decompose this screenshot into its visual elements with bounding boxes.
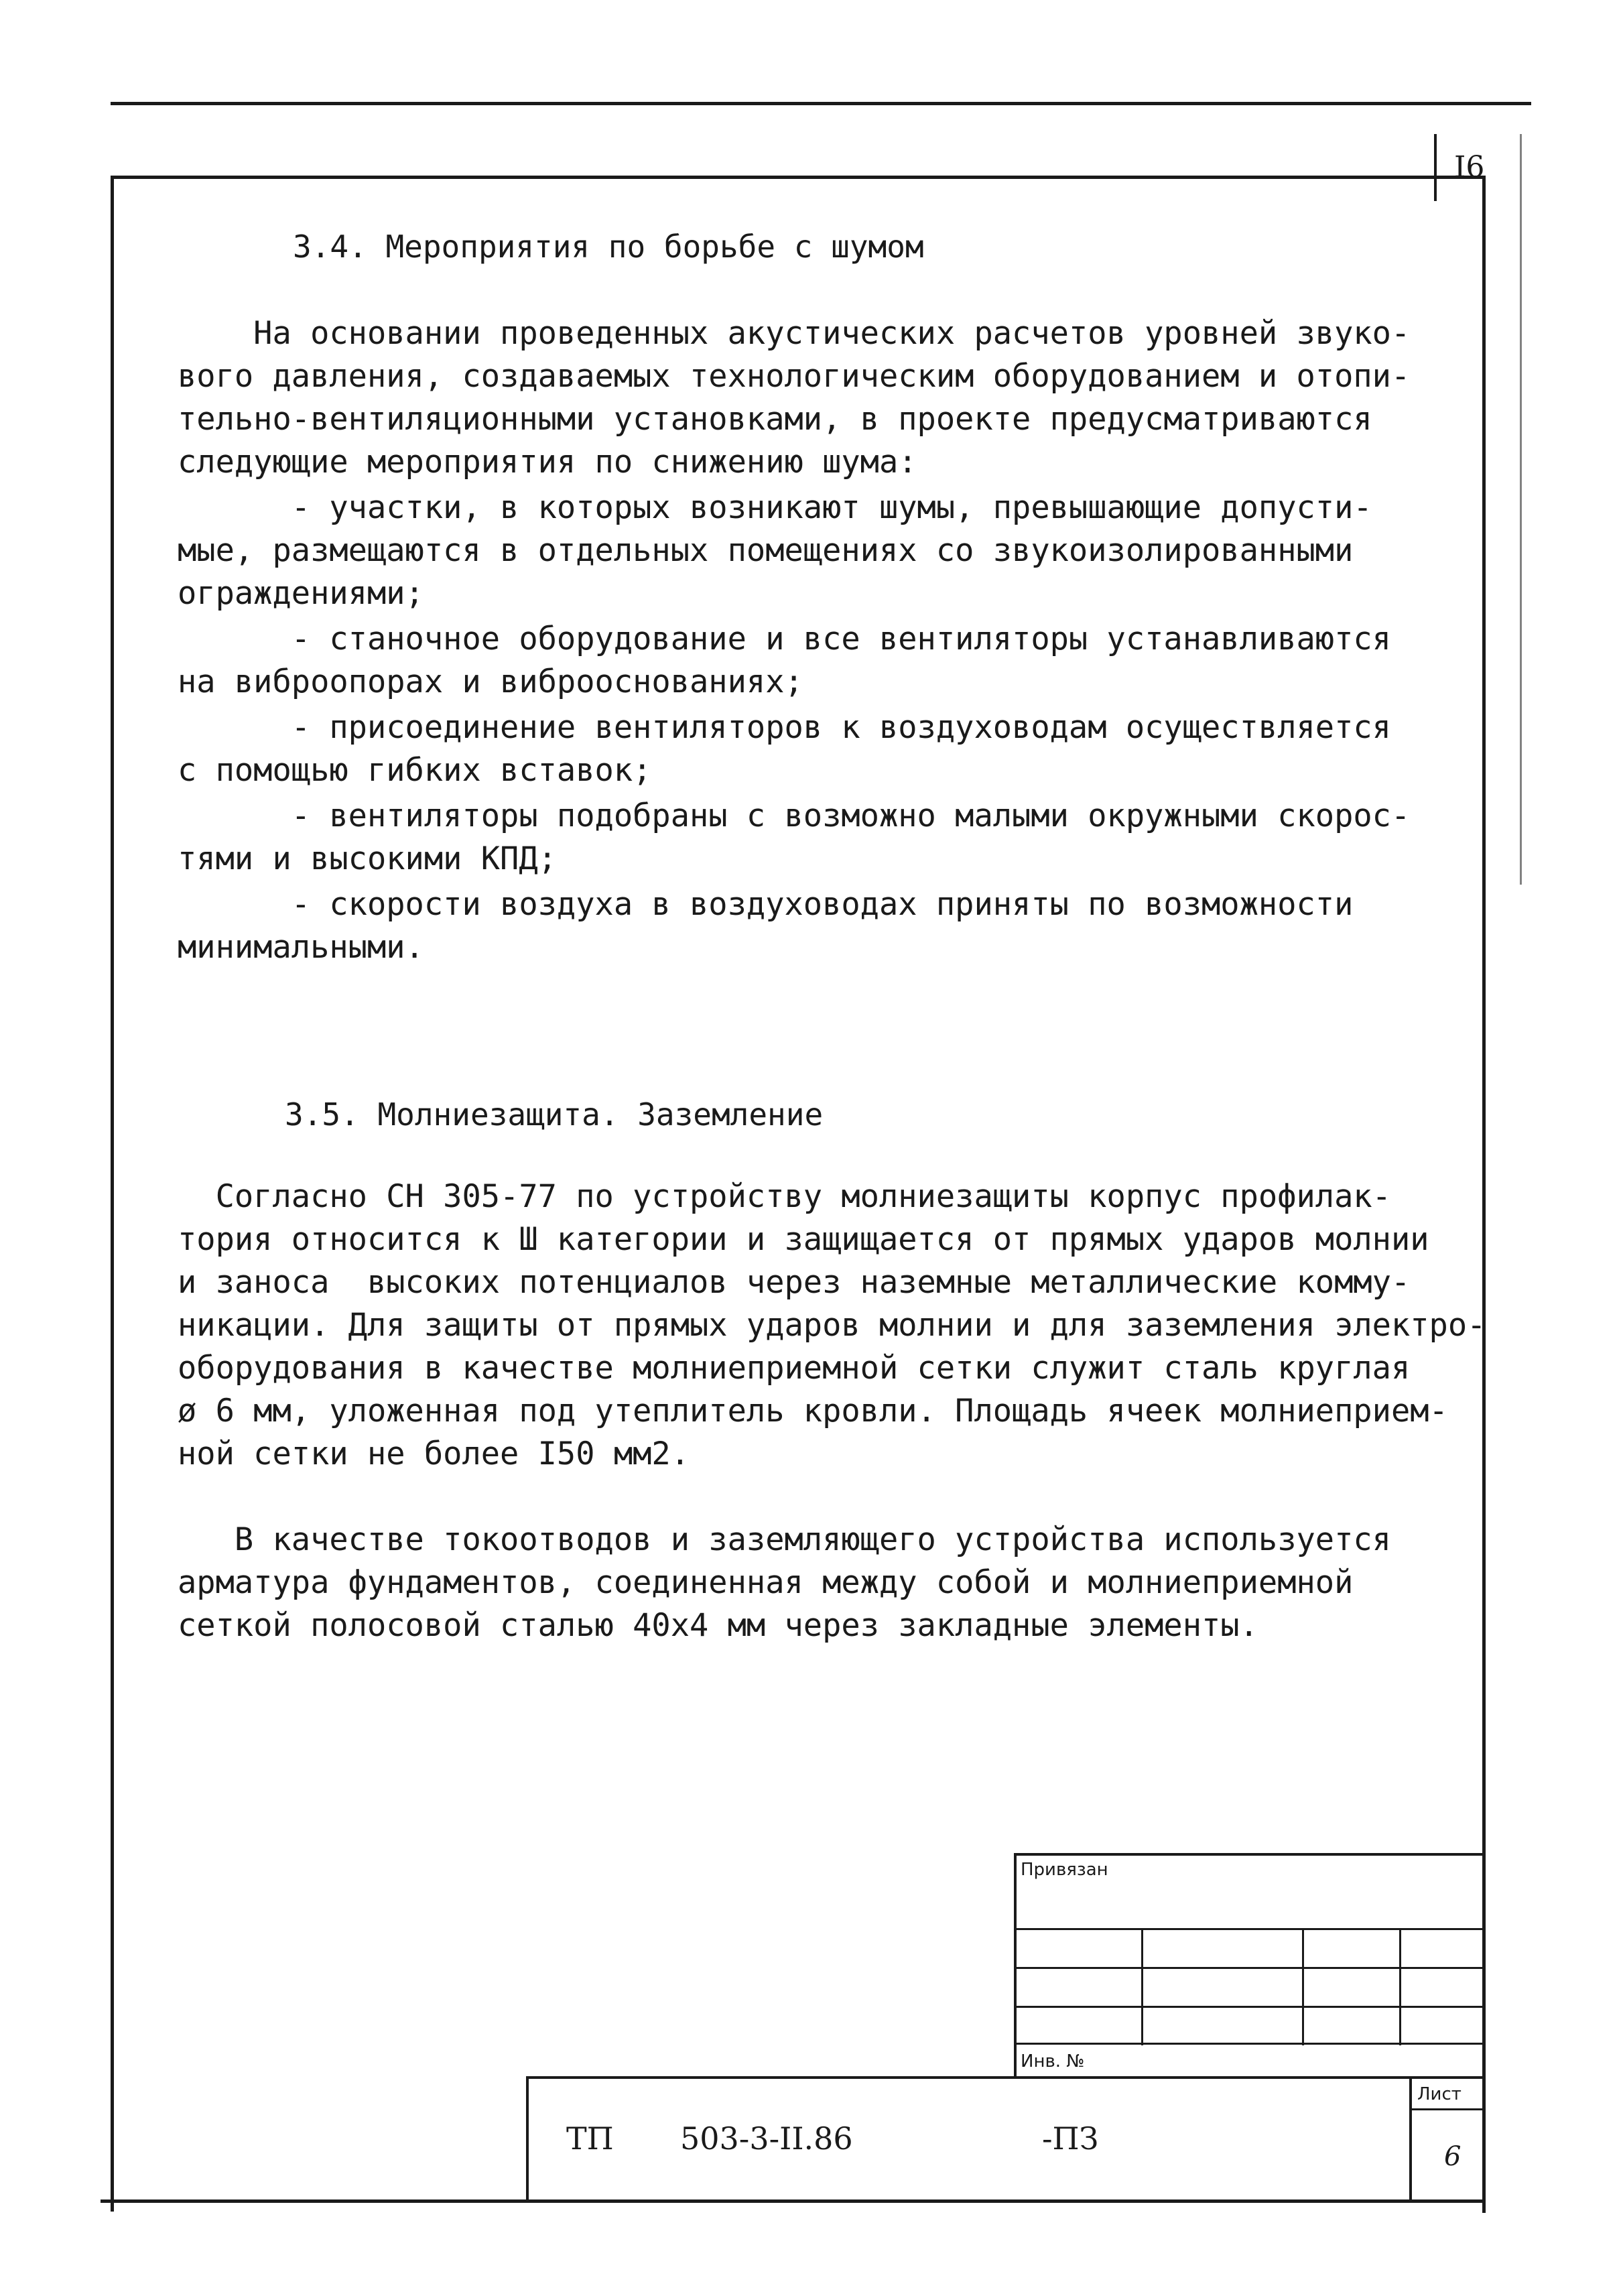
text-line: тями и высокими КПД;: [178, 840, 557, 877]
text-line: - вентиляторы подобраны с возможно малыми окружными скорос-: [178, 798, 1411, 834]
text-line: на виброопорах и виброоснованиях;: [178, 663, 803, 700]
sheet-label: Лист: [1417, 2084, 1462, 2104]
text-line: На основании проведенных акустических расчетов уровней звуко-: [178, 315, 1411, 352]
frame-top: [111, 176, 1484, 179]
privyazan-label: Привязан: [1021, 1860, 1108, 1880]
text-line: В качестве токоотводов и заземляющего устройства используется: [178, 1521, 1391, 1558]
text-line: ограждениями;: [178, 575, 424, 612]
text-line: мые, размещаются в отдельных помещениях со звукоизолированными: [178, 532, 1354, 569]
text-line: тельно-вентиляционными установками, в проекте предусматриваются: [178, 401, 1372, 438]
right-margin-dash: [1520, 134, 1522, 885]
text-line: - присоединение вентиляторов к воздуховодам осуществляется: [178, 709, 1391, 746]
doc-prefix: ТП: [566, 2120, 614, 2157]
title-block: [526, 2076, 1486, 2202]
binding-stamp: [1014, 1853, 1486, 2077]
text-line: - станочное оборудование и все вентиляторы устанавливаются: [178, 621, 1391, 657]
text-line: Согласно СН 305-77 по устройству молниезащиты корпус профилак-: [178, 1178, 1391, 1215]
text-line: ной сетки не более I50 мм2.: [178, 1436, 690, 1472]
section-heading-3-5: 3.5. Молниезащита. Заземление: [285, 1096, 824, 1133]
doc-number: 503-3-II.86: [680, 2120, 853, 2157]
text-line: минимальными.: [178, 929, 424, 966]
text-line: тория относится к Ш категории и защищается от прямых ударов молнии: [178, 1221, 1429, 1258]
text-line: никации. Для защиты от прямых ударов молнии и для заземления электро-: [178, 1307, 1486, 1344]
page-number-box-left: [1434, 134, 1437, 201]
text-line: арматура фундаментов, соединенная между собой и молниеприемной: [178, 1564, 1354, 1601]
frame-left: [111, 176, 114, 2212]
text-line: оборудования в качестве молниеприемной сетки служит сталь круглая: [178, 1350, 1411, 1387]
sheet-number: 6: [1444, 2141, 1462, 2172]
inv-number-label: Инв. №: [1021, 2051, 1085, 2071]
text-line: ø 6 мм, уложенная под утеплитель кровли. Площадь ячеек молниеприем-: [178, 1393, 1448, 1429]
text-line: - участки, в которых возникают шумы, превышающие допусти-: [178, 489, 1372, 526]
text-line: и заноса высоких потенциалов через наземные металлические комму-: [178, 1264, 1411, 1301]
text-line: сеткой полосовой сталью 40х4 мм через закладные элементы.: [178, 1607, 1258, 1644]
top-outer-rule: [111, 102, 1531, 105]
section-heading-3-4: 3.4. Мероприятия по борьбе с шумом: [293, 229, 924, 265]
text-line: вого давления, создаваемых технологическим оборудованием и отопи-: [178, 358, 1411, 395]
text-line: - скорости воздуха в воздуховодах приняты по возможности: [178, 886, 1354, 923]
text-line: следующие мероприятия по снижению шума:: [178, 444, 917, 481]
page-number: I6: [1454, 150, 1485, 184]
text-line: с помощью гибких вставок;: [178, 752, 652, 789]
doc-suffix: -ПЗ: [1042, 2120, 1099, 2157]
